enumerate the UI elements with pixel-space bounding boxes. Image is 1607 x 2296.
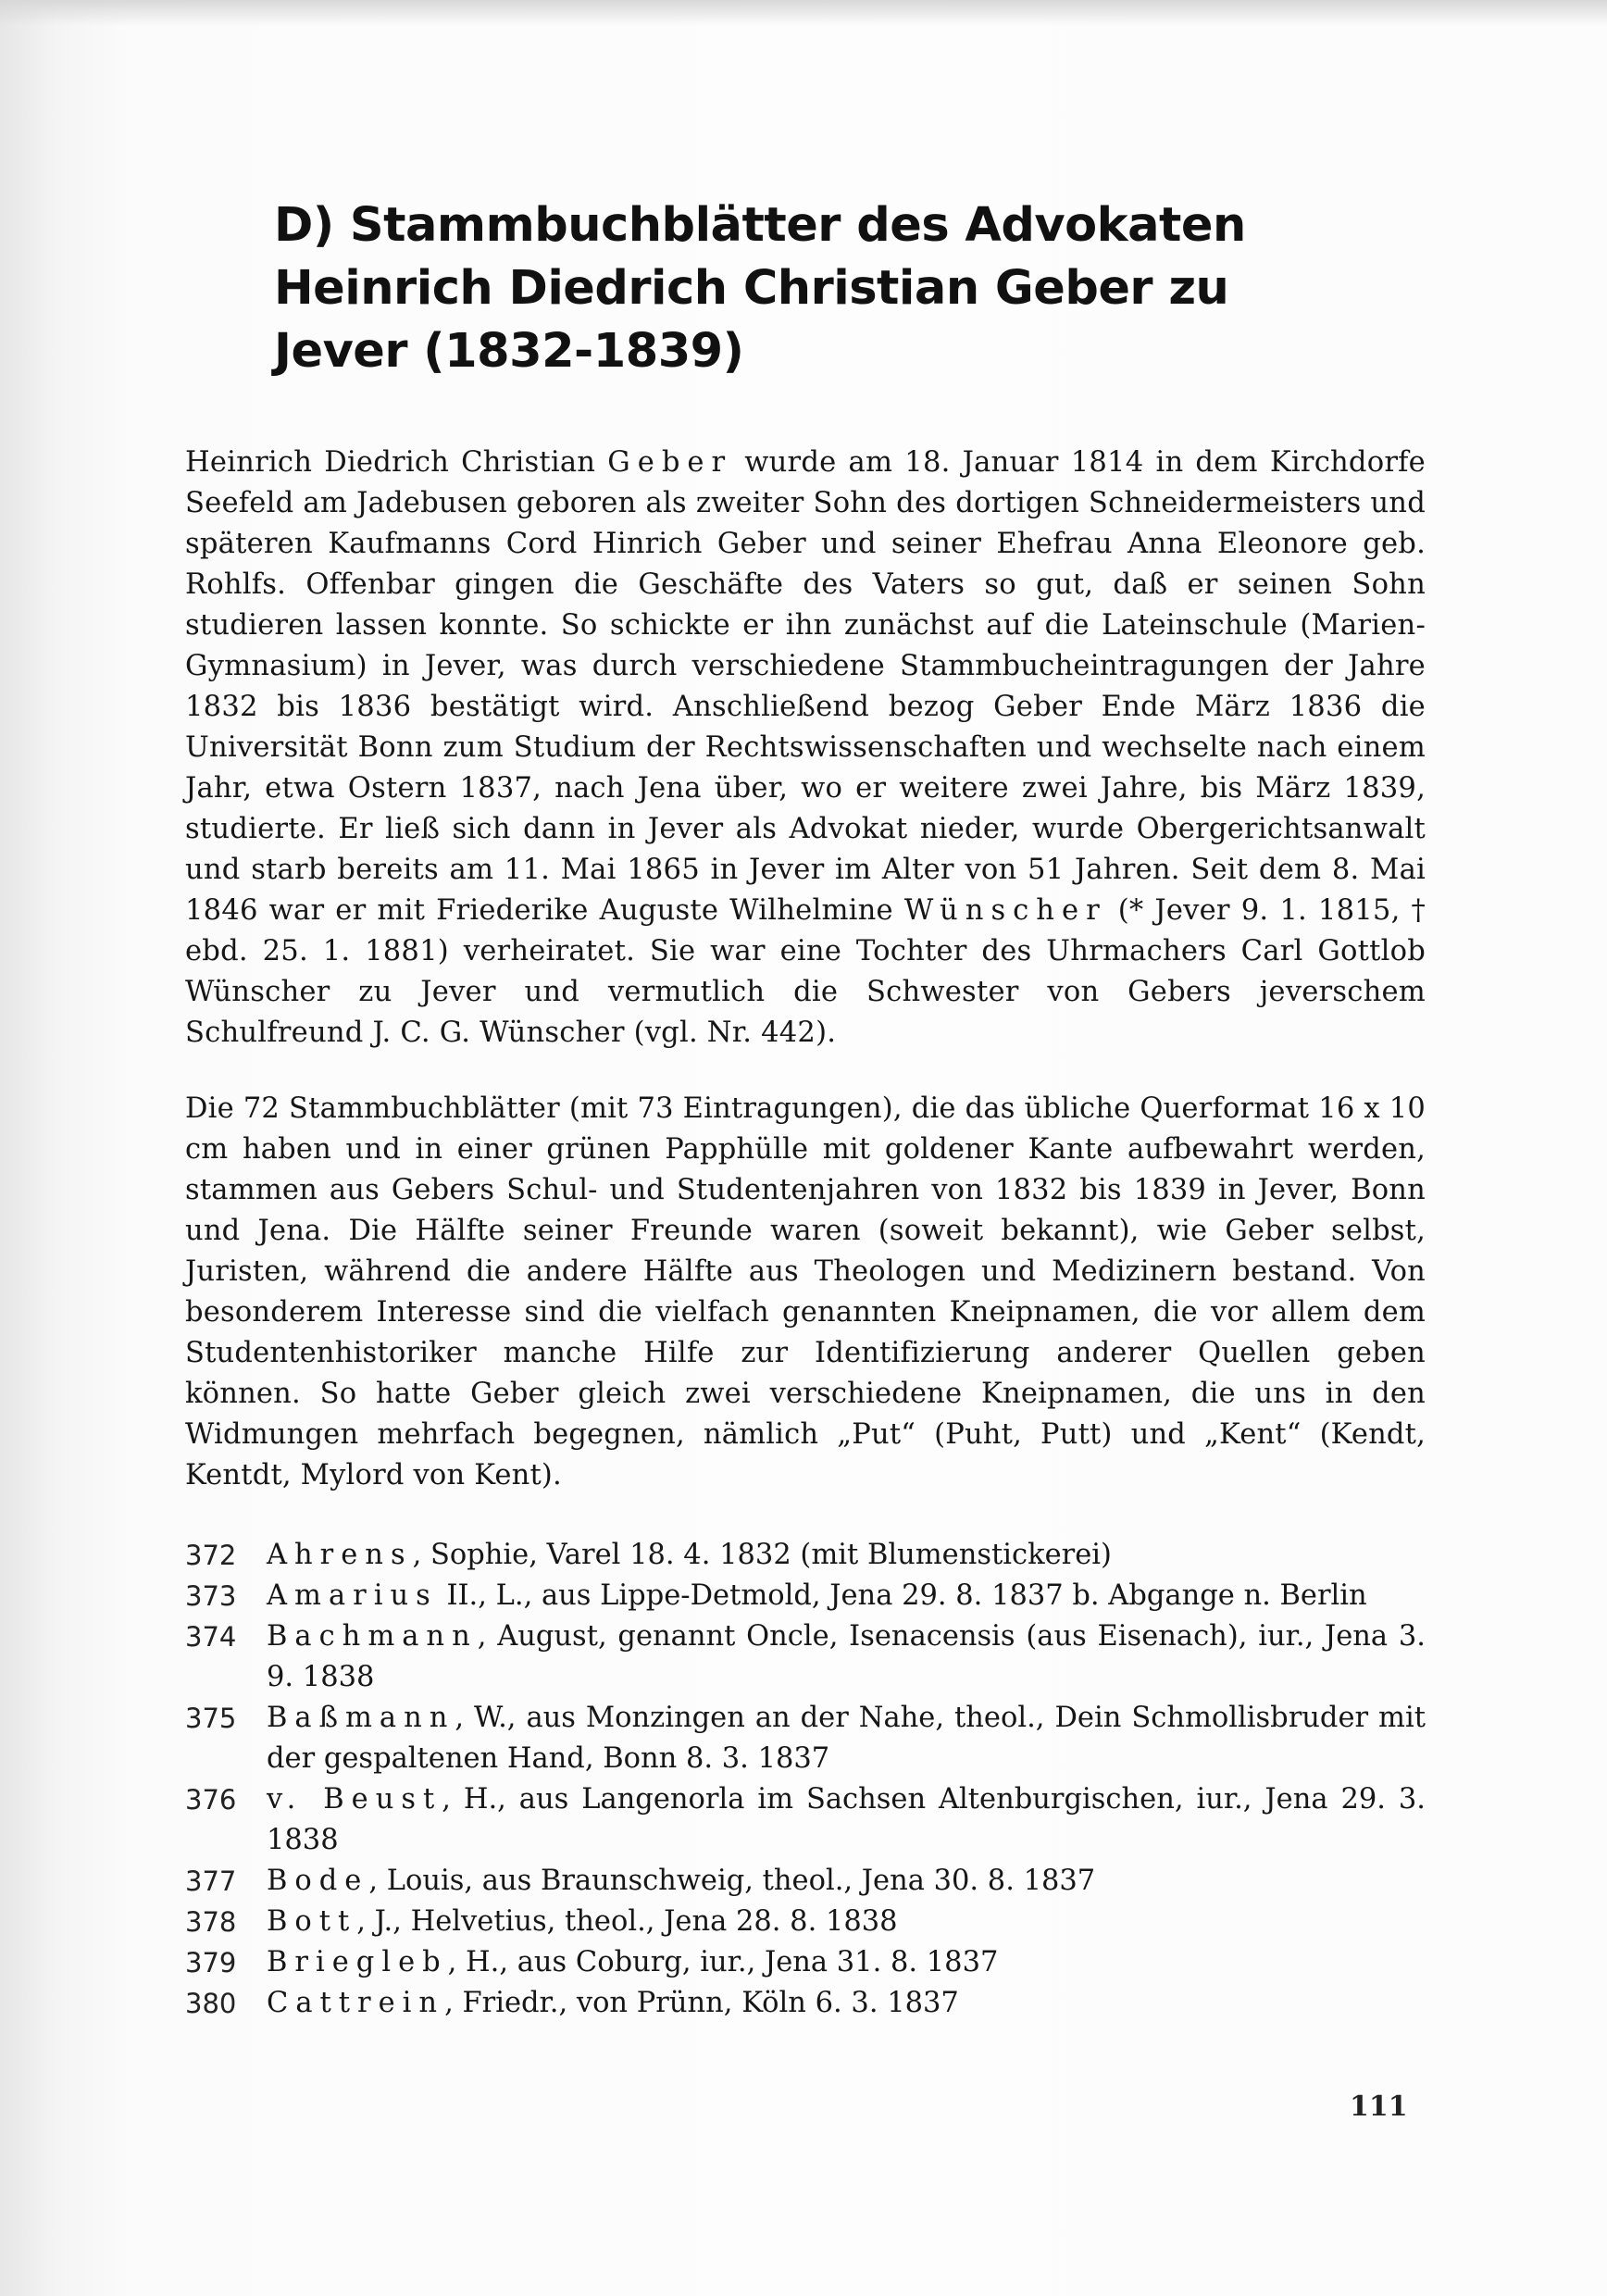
spaced-name-wuenscher: Wünscher [903, 894, 1107, 927]
entry-name: Amarius [267, 1579, 438, 1612]
list-item [185, 1779, 1426, 1861]
entry-number: 373 [185, 1580, 237, 1612]
entry-details: , W., aus Monzingen an der Nahe, theol., Dein Schmollisbruder mit der gespaltenen Hand, Bonn 8. 3. 1837 [267, 1702, 1426, 1775]
entry-text [267, 1779, 1426, 1861]
scan-shadow [0, 0, 1607, 26]
section-heading: D) Stammbuchblätter des Advokaten Heinrich Diedrich Christian Geber zu Jever (1832-1839) [274, 198, 1246, 379]
entry-name: Ahrens [267, 1539, 413, 1571]
list-item [185, 1902, 1426, 1942]
entry-number: 372 [185, 1540, 237, 1571]
entry-text [267, 1576, 1426, 1616]
list-item [185, 1861, 1426, 1902]
entry-text [267, 1698, 1426, 1779]
list-item [185, 1535, 1426, 1576]
entry-details: II., L., aus Lippe-Detmold, Jena 29. 8. 1837 b. Abgange n. Berlin [437, 1579, 1367, 1612]
entry-name: Bachmann [267, 1620, 478, 1653]
list-item [185, 1616, 1426, 1698]
entry-text [267, 1942, 1426, 1983]
entry-details: , Louis, aus Braunschweig, theol., Jena 30. 8. 1837 [368, 1865, 1096, 1897]
entry-name: Bode [267, 1865, 369, 1897]
intro-paragraph [185, 443, 1426, 1054]
second-paragraph: Die 72 Stammbuchblätter (mit 73 Eintragungen), die das übliche Querformat 16 x 10 cm haben und in einer grünen Papphülle mit goldener Kante aufbewahrt werden, stammen aus Gebers Schul- und Studentenjahren von 1832 bis 1839 in Jever, Bonn und Jena. Die Hälfte seiner Freunde waren (soweit bekannt), wie Geber selbst, Juristen, während die andere Hälfte aus Theologen und Medizinern bestand. Von besonderem Interesse sind die vielfach genannten Kneipnamen, die vor allem dem Studentenhistoriker manche Hilfe zur Identifizierung anderer Quellen geben können. So hatte Geber gleich zwei verschiedene Kneipnamen, die uns in den Widmungen mehrfach begegnen, nämlich „Put“ (Puht, Putt) und „Kent“ (Kendt, Kentdt, Mylord von Kent). [185, 1092, 1426, 1491]
page-content [185, 194, 1426, 2024]
entry-details: , Friedr., von Prünn, Köln 6. 3. 1837 [444, 1987, 959, 2019]
entry-number: 379 [185, 1947, 237, 1978]
entry-text [267, 1902, 1426, 1942]
entry-name: Cattrein [267, 1987, 445, 2019]
entry-text [267, 1861, 1426, 1902]
entry-text [267, 1616, 1426, 1698]
entry-number: 374 [185, 1621, 237, 1653]
list-item [185, 1942, 1426, 1983]
list-item [185, 1576, 1426, 1616]
entry-number: 375 [185, 1703, 237, 1734]
entry-details: , J., Helvetius, theol., Jena 28. 8. 1838 [356, 1905, 898, 1938]
entry-list [185, 1535, 1426, 2024]
entry-name: Bott [267, 1905, 357, 1938]
entry-number: 380 [185, 1988, 237, 2019]
entry-details: , H., aus Langenorla im Sachsen Altenburgischen, iur., Jena 29. 3. 1838 [267, 1783, 1426, 1856]
entry-name: Baßmann [267, 1702, 455, 1734]
list-item [185, 1698, 1426, 1779]
entry-details: , Sophie, Varel 18. 4. 1832 (mit Blumenstickerei) [412, 1539, 1112, 1571]
intro-text-2: wurde am 18. Januar 1814 in dem Kirchdorfe Seefeld am Jadebusen geboren als zweiter Sohn des dortigen Schneidermeisters und späteren Kaufmanns Cord Hinrich Geber und seiner Ehefrau Anna Eleonore geb. Rohlfs. Offenbar gingen die Geschäfte des Vaters so gut, daß er seinen Sohn studieren lassen konnte. So schickte er ihn zunächst auf die Lateinschule (Marien-Gymnasium) in Jever, was durch verschiedene Stammbucheintragungen der Jahre 1832 bis 1836 bestätigt wird. Anschließend bezog Geber Ende März 1836 die Universität Bonn zum Studium der Rechtswissenschaften und wechselte nach einem Jahr, etwa Ostern 1837, nach Jena über, wo er weitere zwei Jahre, bis März 1839, studierte. Er ließ sich dann in Jever als Advokat nieder, wurde Obergerichtsanwalt und starb bereits am 11. Mai 1865 in Jever im Alter von 51 Jahren. Seit dem 8. Mai 1846 war er mit Friederike Auguste Wilhelmine [185, 446, 1426, 927]
entry-number: 376 [185, 1784, 237, 1816]
page-number: 111 [1350, 2090, 1408, 2123]
list-item [185, 1983, 1426, 2024]
entry-details: , August, genannt Oncle, Isenacensis (aus Eisenach), iur., Jena 3. 9. 1838 [267, 1620, 1426, 1693]
entry-details: , H., aus Coburg, iur., Jena 31. 8. 1837 [447, 1946, 999, 1978]
entry-text [267, 1535, 1426, 1576]
entry-text [267, 1983, 1426, 2024]
entry-number: 377 [185, 1866, 237, 1897]
entry-name: Briegleb [267, 1946, 448, 1978]
entry-number: 378 [185, 1906, 237, 1938]
spaced-name-geber: Geber [607, 446, 733, 479]
entry-name: v. Beust [267, 1783, 442, 1816]
intro-text-1: Heinrich Diedrich Christian [185, 446, 608, 479]
intro-text-3: (* Jever 9. 1. 1815, † ebd. 25. 1. 1881) verheiratet. Sie war eine Tochter des Uhrmachers Carl Gottlob Wünscher zu Jever und vermutlich die Schwester von Gebers jeverschem Schulfreund J. C. G. Wünscher (vgl. Nr. 442). [185, 894, 1426, 1049]
